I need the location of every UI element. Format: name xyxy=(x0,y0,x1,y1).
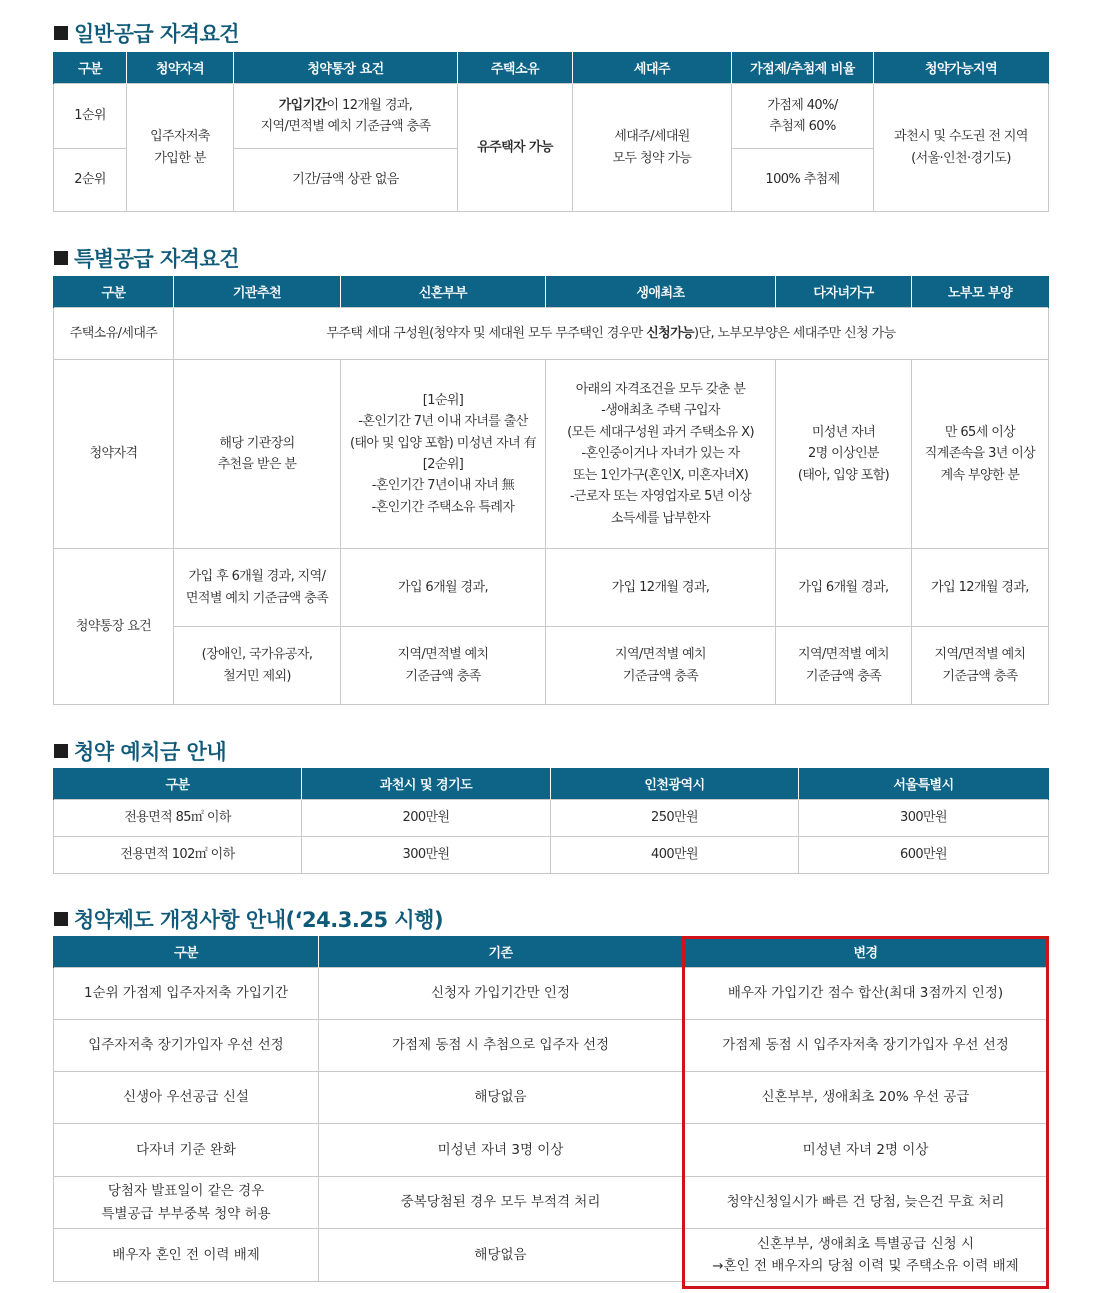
header-cell: 서울특별시 xyxy=(799,768,1049,800)
ownership-text-cell xyxy=(174,308,1049,360)
ratio-cell-rank2: 100% 추첨제 xyxy=(732,149,874,212)
account-cell-rank2: 기간/금액 상관 없음 xyxy=(234,149,458,212)
table-row xyxy=(54,1124,1049,1177)
section-title-text: 일반공급 자격요건 xyxy=(74,22,240,46)
table-row xyxy=(54,800,1049,837)
square-bullet-icon xyxy=(54,912,68,926)
general-supply-table xyxy=(53,52,1049,212)
table-cell: 신생아 우선공급 신설 xyxy=(54,1072,319,1124)
square-bullet-icon xyxy=(54,744,68,758)
header-cell: 다자녀가구 xyxy=(776,276,912,308)
table-cell: 전용면적 85㎡ 이하 xyxy=(54,800,302,837)
header-cell: 청약통장 요건 xyxy=(234,52,458,84)
header-cell: 청약자격 xyxy=(127,52,234,84)
ownership-text: 유주택자 가능 xyxy=(477,139,553,155)
header-cell: 구분 xyxy=(54,768,302,800)
qual-multichild-cell: 미성년 자녀 2명 이상인분 (태아, 입양 포함) xyxy=(776,360,912,549)
table-row xyxy=(54,1020,1049,1072)
header-cell: 구분 xyxy=(54,276,174,308)
account-elderly-cell: 가입 12개월 경과, xyxy=(912,549,1049,627)
table-cell: 해당없음 xyxy=(319,1072,683,1124)
ownership-text-pre: 무주택 세대 구성원(청약자 및 세대원 모두 무주택인 경우만 xyxy=(326,325,647,341)
square-bullet-icon xyxy=(54,26,68,40)
qual-newlywed-cell: [1순위] -혼인기간 7년 이내 자녀를 출산 (태아 및 입양 포함) 미성년 자녀 有 [2순위] -혼인기간 7년이내 자녀 無 -혼인기간 주택소유 특례자 xyxy=(341,360,546,549)
table-cell: 가점제 동점 시 추첨으로 입주자 선정 xyxy=(319,1020,683,1072)
header-cell: 청약가능지역 xyxy=(874,52,1049,84)
qual-institution-cell: 해당 기관장의 추천을 받은 분 xyxy=(174,360,341,549)
ownership-cell xyxy=(458,84,573,212)
rank-cell: 2순위 xyxy=(54,149,127,212)
account-newlywed-deposit-cell: 지역/면적별 예치 기준금액 충족 xyxy=(341,627,546,705)
table-row xyxy=(54,837,1049,874)
account-institution-note-cell: (장애인, 국가유공자, 철거민 제외) xyxy=(174,627,341,705)
header-cell: 세대주 xyxy=(573,52,732,84)
square-bullet-icon xyxy=(54,251,68,265)
section-title-deposit xyxy=(54,736,226,766)
table-row xyxy=(54,1072,1049,1124)
table-cell: 청약신청일시가 빠른 건 당첨, 늦은건 무효 처리 xyxy=(683,1177,1049,1229)
table-row xyxy=(54,1229,1049,1282)
table-cell: 가점제 동점 시 입주자저축 장기가입자 우선 선정 xyxy=(683,1020,1049,1072)
ratio-cell-rank1: 가점제 40%/ 추첨제 60% xyxy=(732,84,874,149)
table-cell: 신청자 가입기간만 인정 xyxy=(319,968,683,1020)
table-cell: 600만원 xyxy=(799,837,1049,874)
table-cell: 배우자 가입기간 점수 합산(최대 3점까지 인정) xyxy=(683,968,1049,1020)
region-cell: 과천시 및 수도권 전 지역 (서울·인천·경기도) xyxy=(874,84,1049,212)
table-cell: 당첨자 발표일이 같은 경우 특별공급 부부중복 청약 허용 xyxy=(54,1177,319,1229)
table-cell: 신혼부부, 생애최초 20% 우선 공급 xyxy=(683,1072,1049,1124)
row-label: 주택소유/세대주 xyxy=(54,308,174,360)
table-cell: 300만원 xyxy=(799,800,1049,837)
table-cell: 300만원 xyxy=(302,837,551,874)
table-cell: 다자녀 기준 완화 xyxy=(54,1124,319,1177)
header-cell: 노부모 부양 xyxy=(912,276,1049,308)
account-institution-cell: 가입 후 6개월 경과, 지역/ 면적별 예치 기준금액 충족 xyxy=(174,549,341,627)
table-cell: 배우자 혼인 전 이력 배제 xyxy=(54,1229,319,1282)
rank-cell: 1순위 xyxy=(54,84,127,149)
account-bold-text: 가입기간 xyxy=(278,97,327,113)
header-cell: 기관추천 xyxy=(174,276,341,308)
section-title-text: 특별공급 자격요건 xyxy=(74,247,240,271)
account-elderly-deposit-cell: 지역/면적별 예치 기준금액 충족 xyxy=(912,627,1049,705)
qual-elderly-cell: 만 65세 이상 직계존속을 3년 이상 계속 부양한 분 xyxy=(912,360,1049,549)
section-title-general xyxy=(54,18,239,48)
table-cell: 미성년 자녀 3명 이상 xyxy=(319,1124,683,1177)
header-cell: 가점제/추첨제 비율 xyxy=(732,52,874,84)
ownership-text-bold: 신청가능 xyxy=(646,325,695,341)
table-row xyxy=(54,1177,1049,1229)
section-title-reform xyxy=(54,904,443,934)
reform-table xyxy=(53,936,1049,1282)
householder-cell: 세대주/세대원 모두 청약 가능 xyxy=(573,84,732,212)
header-cell: 생애최초 xyxy=(546,276,776,308)
section-title-special xyxy=(54,243,239,273)
deposit-table xyxy=(53,768,1049,874)
account-newlywed-cell: 가입 6개월 경과, xyxy=(341,549,546,627)
header-cell: 구분 xyxy=(54,52,127,84)
row-label: 청약통장 요건 xyxy=(54,549,174,705)
table-cell: 신혼부부, 생애최초 특별공급 신청 시 →혼인 전 배우자의 당첨 이력 및 주택소유 이력 배제 xyxy=(683,1229,1049,1282)
header-cell: 변경 xyxy=(683,936,1049,968)
table-cell: 전용면적 102㎡ 이하 xyxy=(54,837,302,874)
special-supply-table xyxy=(53,276,1049,705)
account-rest-text: 이 12개월 경과, 지역/면적별 예치 기준금액 충족 xyxy=(260,97,431,134)
account-cell-rank1 xyxy=(234,84,458,149)
qual-first-home-cell: 아래의 자격조건을 모두 갖춘 분 -생애최초 주택 구입자 (모든 세대구성원 과거 주택소유 X) -혼인중이거나 자녀가 있는 자 또는 1인가구(혼인X, 미혼자녀X) -근로자 또는 자영업자로 5년 이상 소득세를 납부한자 xyxy=(546,360,776,549)
table-cell: 중복당첨된 경우 모두 부적격 처리 xyxy=(319,1177,683,1229)
header-cell: 구분 xyxy=(54,936,319,968)
header-cell: 주택소유 xyxy=(458,52,573,84)
account-first-home-cell: 가입 12개월 경과, xyxy=(546,549,776,627)
table-cell: 해당없음 xyxy=(319,1229,683,1282)
ownership-text-post: )단, 노부모부양은 세대주만 신청 가능 xyxy=(694,325,896,341)
table-row xyxy=(54,968,1049,1020)
header-cell: 인천광역시 xyxy=(551,768,799,800)
header-cell: 과천시 및 경기도 xyxy=(302,768,551,800)
table-cell: 입주자저축 장기가입자 우선 선정 xyxy=(54,1020,319,1072)
qualification-cell: 입주자저축 가입한 분 xyxy=(127,84,234,212)
table-cell: 200만원 xyxy=(302,800,551,837)
table-cell: 미성년 자녀 2명 이상 xyxy=(683,1124,1049,1177)
table-cell: 250만원 xyxy=(551,800,799,837)
table-cell: 400만원 xyxy=(551,837,799,874)
section-title-text: 청약제도 개정사항 안내(‘24.3.25 시행) xyxy=(74,908,444,932)
row-label: 청약자격 xyxy=(54,360,174,549)
account-first-home-deposit-cell: 지역/면적별 예치 기준금액 충족 xyxy=(546,627,776,705)
header-cell: 기존 xyxy=(319,936,683,968)
account-multichild-deposit-cell: 지역/면적별 예치 기준금액 충족 xyxy=(776,627,912,705)
account-multichild-cell: 가입 6개월 경과, xyxy=(776,549,912,627)
section-title-text: 청약 예치금 안내 xyxy=(74,740,227,764)
table-cell: 1순위 가점제 입주자저축 가입기간 xyxy=(54,968,319,1020)
header-cell: 신혼부부 xyxy=(341,276,546,308)
